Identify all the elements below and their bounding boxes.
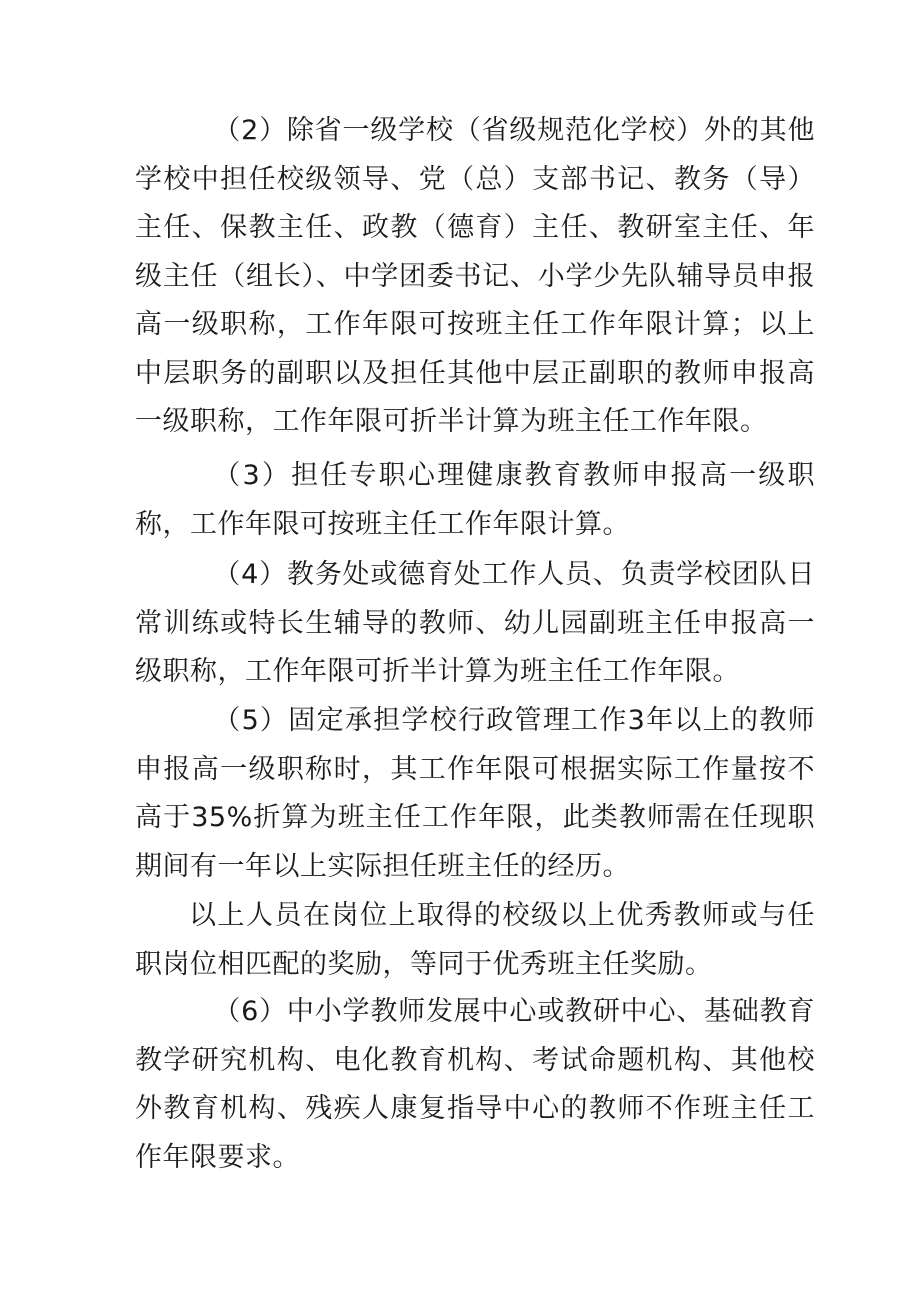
- paragraph-item-2: （2）除省一级学校（省级规范化学校）外的其他学校中担任校级领导、党（总）支部书记、教务（导）主任、保教主任、政教（德育）主任、教研室主任、年级主任（组长）、中学团委书记、小学少先队辅导员申报高一级职称，工作年限可按班主任工作年限计算；以上中层职务的副职以及担任其他中层正副职的教师申报高一级职称，工作年限可折半计算为班主任工作年限。: [135, 115, 815, 437]
- paragraph-item-4: （4）教务处或德育处工作人员、负责学校团队日常训练或特长生辅导的教师、幼儿园副班主任申报高一级职称，工作年限可折半计算为班主任工作年限。: [135, 559, 815, 687]
- paragraph-item-6: （6）中小学教师发展中心或教研中心、基础教育教学研究机构、电化教育机构、考试命题机构、其他校外教育机构、残疾人康复指导中心的教师不作班主任工作年限要求。: [135, 996, 815, 1173]
- paragraph-note: 以上人员在岗位上取得的校级以上优秀教师或与任职岗位相匹配的奖励，等同于优秀班主任奖励。: [135, 900, 815, 980]
- paragraph-item-5: （5）固定承担学校行政管理工作3年以上的教师申报高一级职称时，其工作年限可根据实际工作量按不高于35%折算为班主任工作年限，此类教师需在任现职期间有一年以上实际担任班主任的经历。: [135, 705, 815, 882]
- paragraph-item-3: （3）担任专职心理健康教育教师申报高一级职称，工作年限可按班主任工作年限计算。: [135, 460, 815, 540]
